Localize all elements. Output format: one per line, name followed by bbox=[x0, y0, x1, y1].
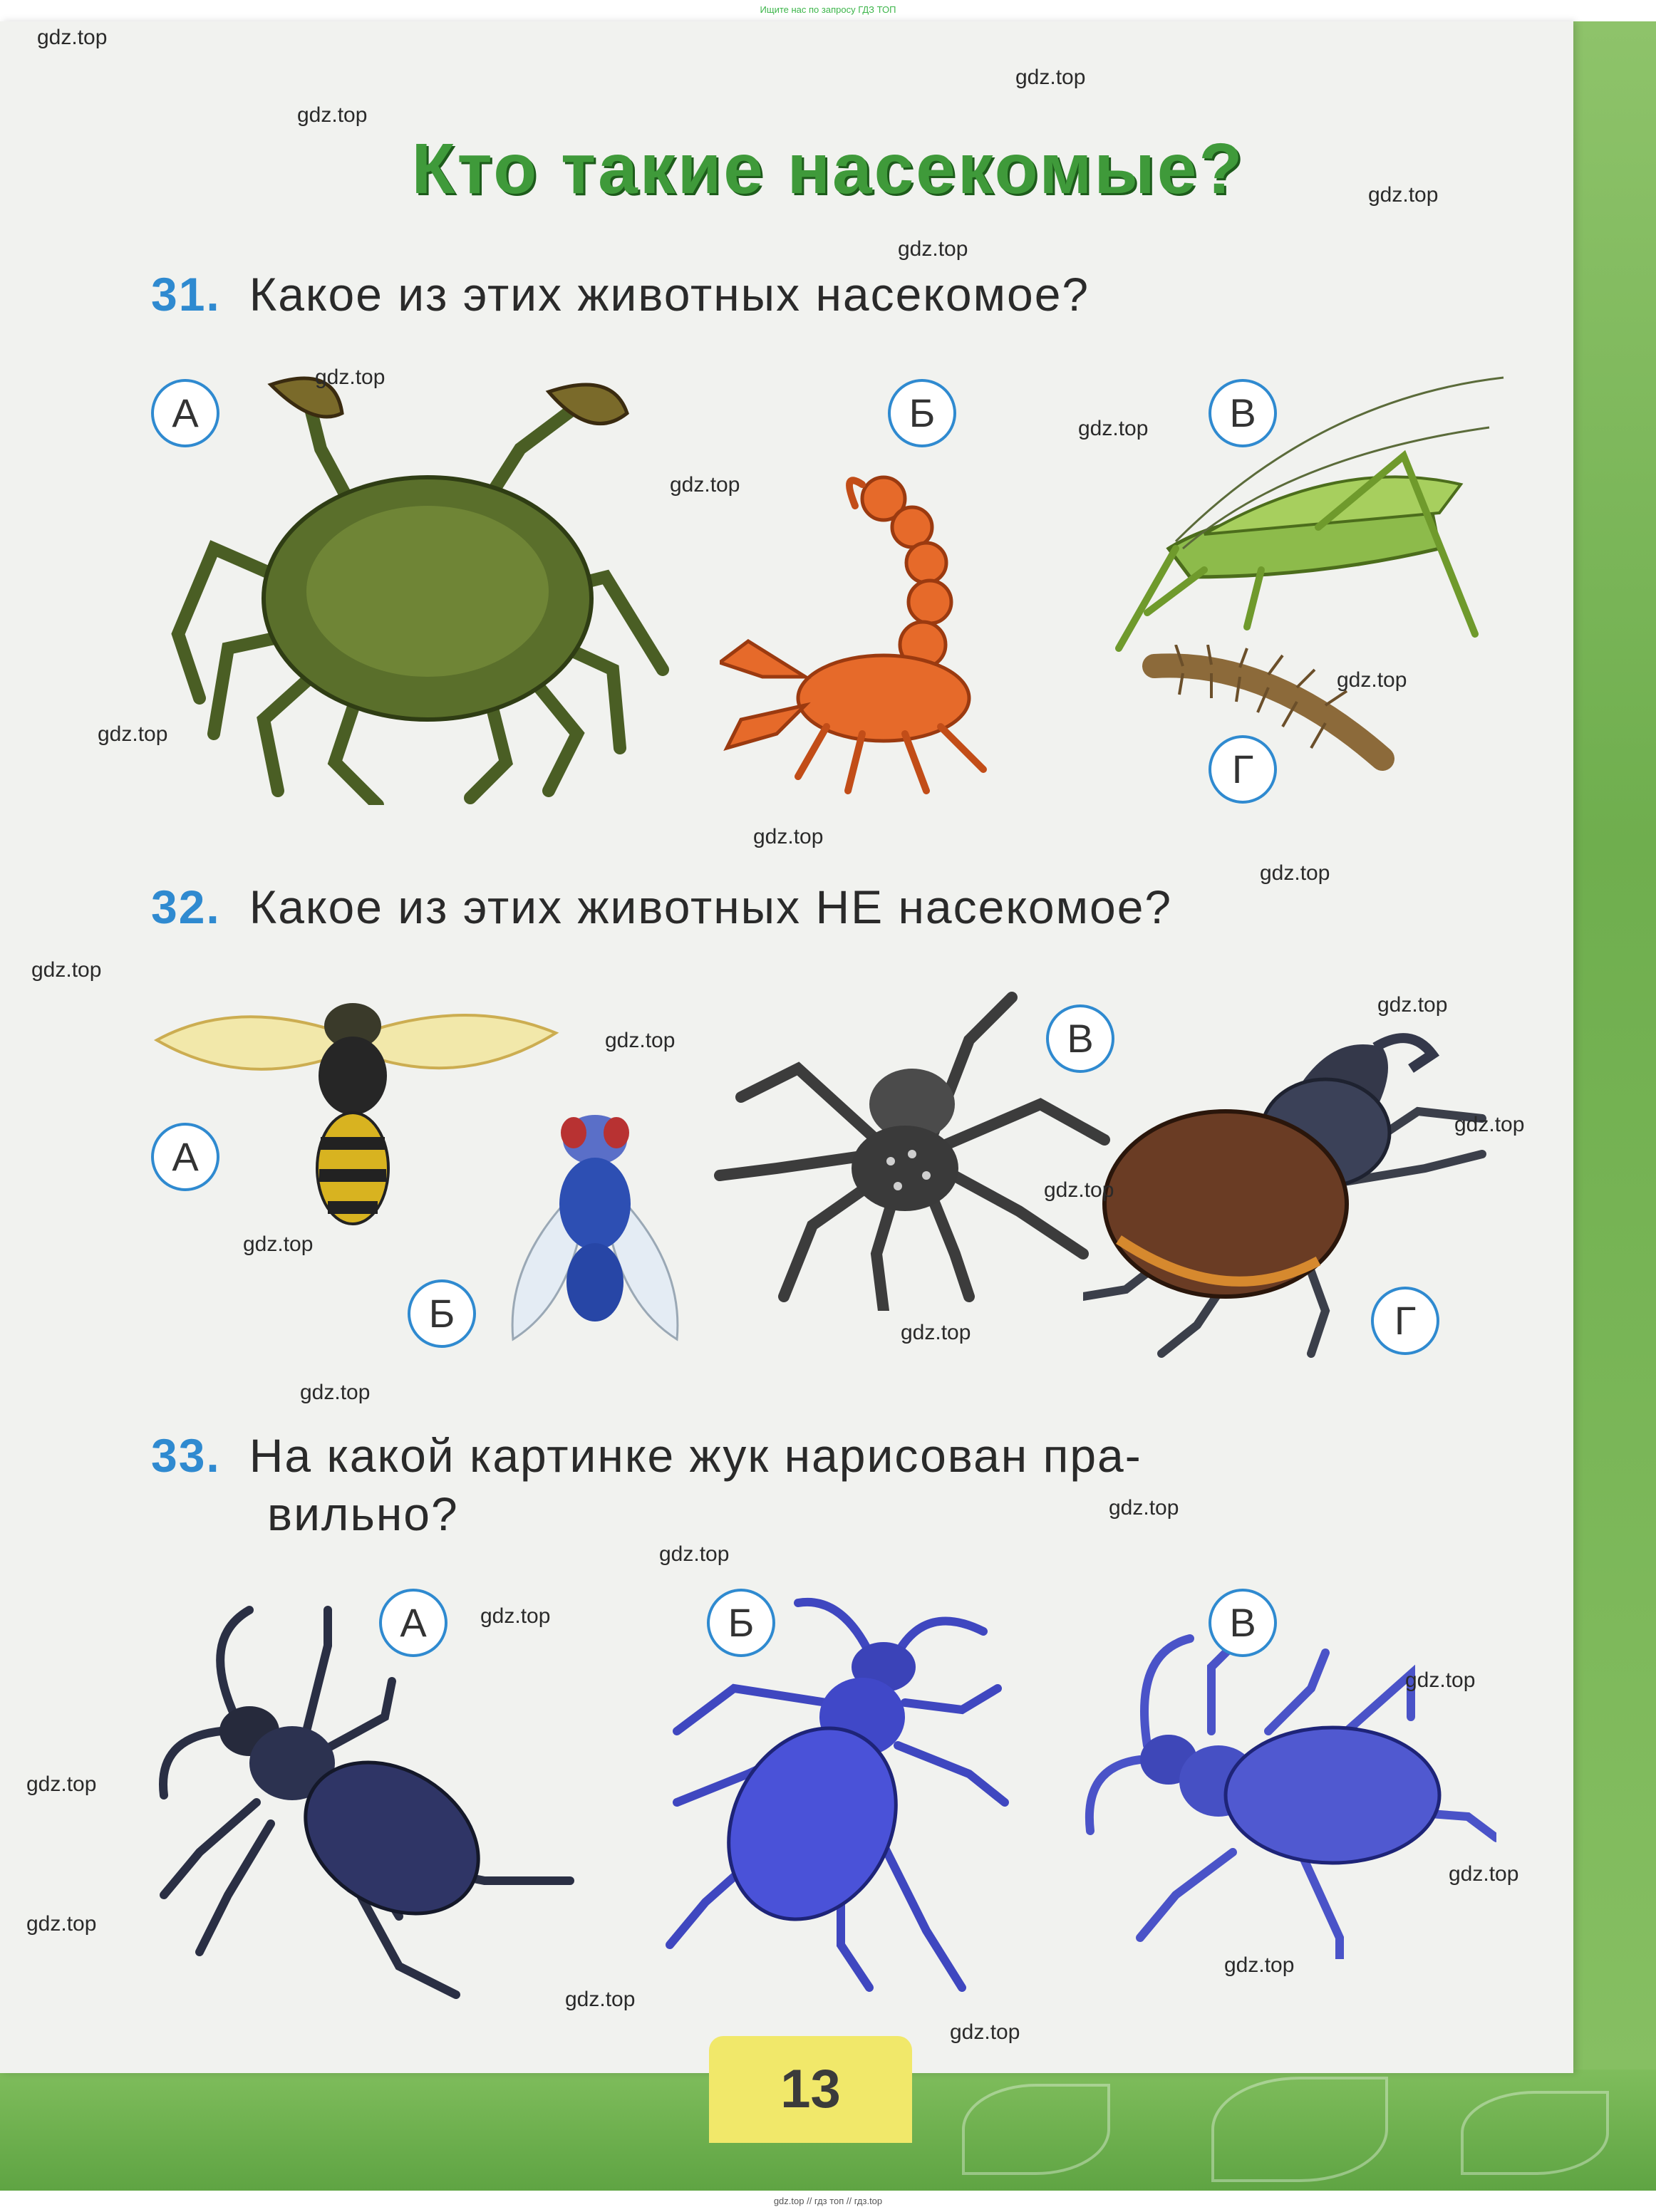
question-text-line-2: вильно? bbox=[267, 1487, 459, 1540]
watermark: gdz.top bbox=[950, 2020, 1020, 2044]
option-badge-b[interactable]: Б bbox=[707, 1589, 775, 1657]
leaf-decoration bbox=[1461, 2091, 1609, 2175]
scorpion-illustration bbox=[720, 463, 1047, 798]
watermark: gdz.top bbox=[1368, 183, 1439, 207]
question-31 bbox=[151, 265, 1090, 323]
footer-note: gdz.top // гдз топ // гдз.top bbox=[773, 2196, 883, 2206]
page-title: Кто такие насекомые? bbox=[411, 129, 1245, 209]
leaf-decoration bbox=[962, 2084, 1110, 2175]
question-number: 33. bbox=[151, 1429, 221, 1482]
header-note: Ищите нас по запросу ГДЗ ТОП bbox=[760, 4, 896, 15]
question-text-line-1: На какой картинке жук нарисован пра- bbox=[249, 1429, 1142, 1482]
option-badge-g[interactable]: Г bbox=[1209, 735, 1277, 804]
option-badge-a[interactable]: А bbox=[151, 1123, 219, 1191]
question-33 bbox=[151, 1426, 1142, 1543]
question-32 bbox=[151, 878, 1172, 936]
watermark: gdz.top bbox=[1454, 1113, 1525, 1136]
watermark: gdz.top bbox=[26, 1772, 97, 1796]
option-badge-v[interactable]: В bbox=[1209, 379, 1277, 447]
watermark: gdz.top bbox=[315, 365, 385, 389]
option-badge-b[interactable]: Б bbox=[888, 379, 956, 447]
watermark: gdz.top bbox=[565, 1988, 636, 2011]
option-badge-v[interactable]: В bbox=[1209, 1589, 1277, 1657]
watermark: gdz.top bbox=[98, 722, 168, 746]
watermark: gdz.top bbox=[37, 26, 108, 49]
watermark: gdz.top bbox=[1449, 1862, 1519, 1886]
watermark: gdz.top bbox=[1337, 668, 1407, 692]
watermark: gdz.top bbox=[26, 1912, 97, 1936]
watermark: gdz.top bbox=[1224, 1953, 1295, 1977]
crab-illustration bbox=[150, 363, 705, 805]
watermark: gdz.top bbox=[1078, 417, 1149, 440]
watermark: gdz.top bbox=[898, 237, 968, 261]
beetle-a-illustration bbox=[143, 1596, 599, 2002]
watermark: gdz.top bbox=[753, 825, 824, 848]
question-number: 32. bbox=[151, 881, 221, 933]
watermark: gdz.top bbox=[1260, 861, 1330, 885]
watermark: gdz.top bbox=[659, 1542, 730, 1566]
watermark: gdz.top bbox=[480, 1604, 551, 1628]
question-text: Какое из этих животных НЕ насекомое? bbox=[249, 881, 1173, 933]
beetle-b-illustration bbox=[627, 1589, 1026, 2002]
option-badge-g[interactable]: Г bbox=[1371, 1287, 1439, 1355]
page-number: 13 bbox=[709, 2036, 912, 2143]
watermark: gdz.top bbox=[1377, 993, 1448, 1017]
watermark: gdz.top bbox=[243, 1232, 314, 1256]
leaf-decoration bbox=[1211, 2077, 1388, 2182]
option-badge-a[interactable]: А bbox=[151, 379, 219, 447]
question-text: Какое из этих животных насекомое? bbox=[249, 268, 1090, 321]
option-badge-b[interactable]: Б bbox=[408, 1279, 476, 1348]
watermark: gdz.top bbox=[31, 958, 102, 982]
watermark: gdz.top bbox=[1109, 1496, 1179, 1520]
question-number: 31. bbox=[151, 268, 221, 321]
option-badge-a[interactable]: А bbox=[379, 1589, 447, 1657]
watermark: gdz.top bbox=[1044, 1178, 1114, 1202]
grasshopper-illustration bbox=[1104, 370, 1518, 655]
watermark: gdz.top bbox=[1405, 1668, 1476, 1692]
watermark: gdz.top bbox=[670, 473, 740, 497]
watermark: gdz.top bbox=[300, 1381, 371, 1404]
watermark: gdz.top bbox=[297, 103, 368, 127]
watermark: gdz.top bbox=[605, 1029, 676, 1052]
watermark: gdz.top bbox=[1015, 66, 1086, 89]
fly-illustration bbox=[492, 1090, 698, 1361]
watermark: gdz.top bbox=[901, 1321, 971, 1344]
option-badge-v[interactable]: В bbox=[1046, 1004, 1114, 1073]
